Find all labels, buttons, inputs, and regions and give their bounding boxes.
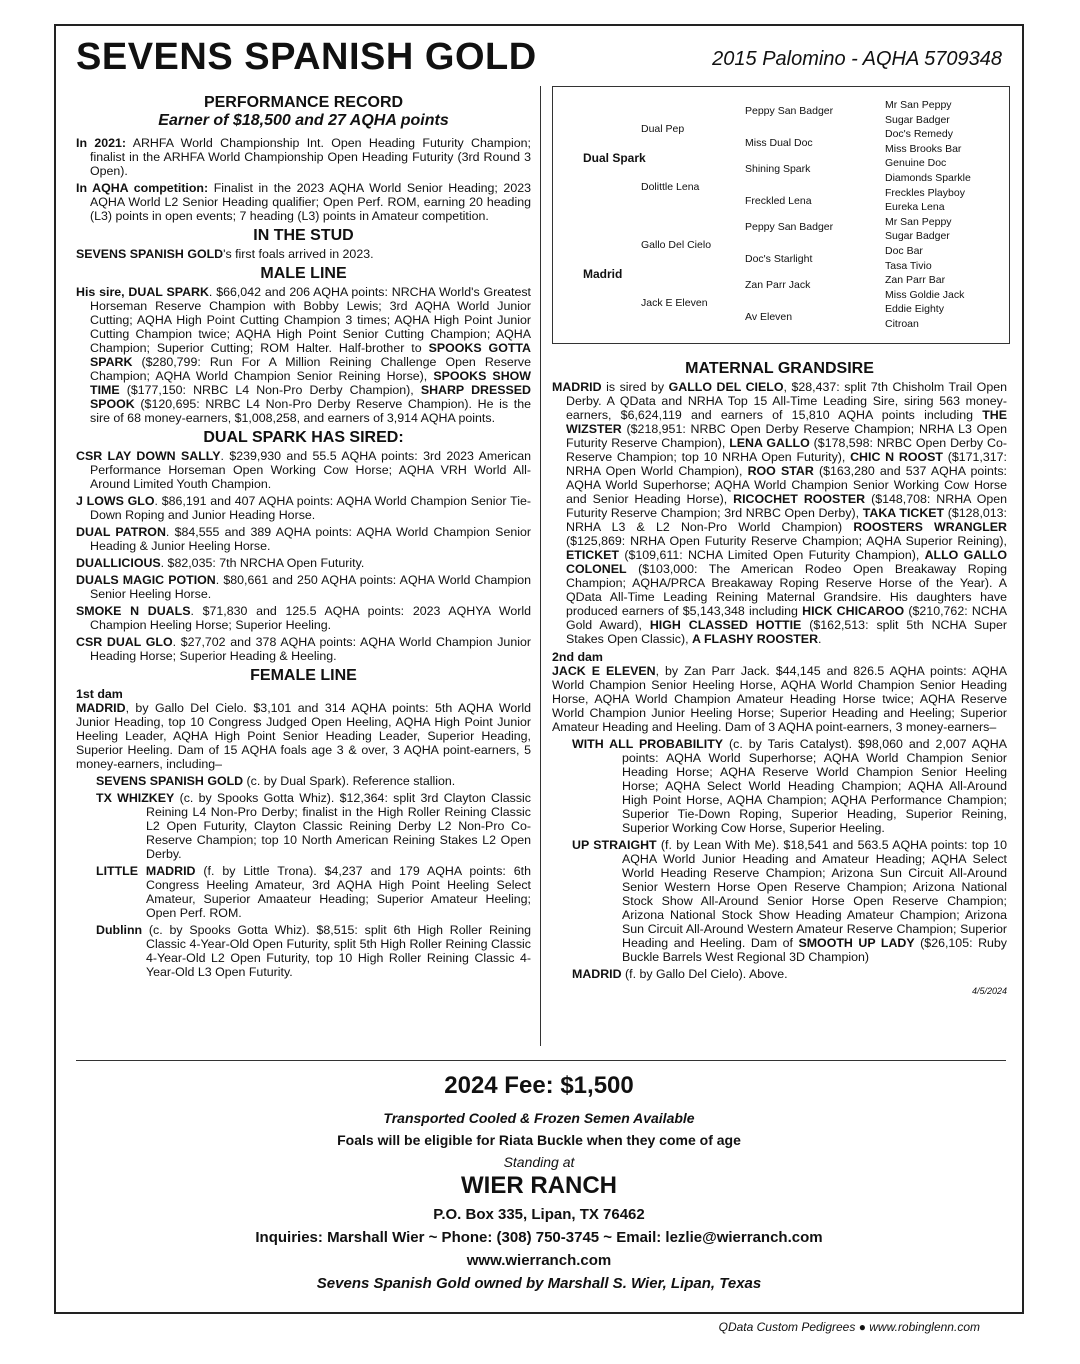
ped-g4: Miss Goldie Jack — [885, 288, 965, 301]
first-dam-label: 1st dam — [76, 687, 123, 701]
ped-g4: Doc Bar — [885, 245, 923, 257]
ped-g4: Doc's Remedy — [885, 128, 953, 141]
ped-g4: Miss Brooks Bar — [885, 142, 962, 155]
sired-heading: DUAL SPARK HAS SIRED: — [203, 429, 404, 446]
ped-g3: Freckled Lena — [745, 195, 812, 207]
ped-g4: Mr San Peppy — [885, 99, 952, 111]
footer-rule — [76, 1060, 1006, 1061]
left-column — [76, 90, 531, 982]
sired-item: DUALLICIOUS. $82,035: 7th NRCHA Open Futurity. — [76, 556, 365, 570]
male-line-text: His sire, DUAL SPARK. $66,042 and 206 AQHA points: NRCHA World's Greatest Horseman Reserve Champion with Bobby Lewis; 3rd AQHA World Junior Cutting; AQHA High Point Cutting Champion 3 times; AQHA High Point Junior Cutting Champion twice; AQHA High Point Senior Cutting Champion; AQHA Champion; Superior Cutting; ROM Halter. Half-brother to SPOOKS GOTTA SPARK ($280,799: Run For A Million Reining Challenge Open Reserve Champion; AQHA World Champion Senior Reining Horse), SPOOKS SHOW TIME ($177,150: NRBC L4 Non-Pro Derby Champion), SHARP DRESSED SPOOK ($120,695: NRBC L4 Non-Pro Derby Reserve Champion). He is the sire of 68 money-earners, $1,008,258, and earners of 3,914 AQHA points. — [76, 285, 532, 425]
produce-item: Dublinn (c. by Spooks Gotta Whiz). $8,515: split 6th High Roller Reining Classic 4-Year-Old Open Futurity, split 5th High Roller Reining Classic 4-Year-Old L2 Open Futurity, top 10 High Roller Reining Classic 4-Year-Old L3 Open Futurity. — [96, 923, 531, 979]
sired-item: DUAL PATRON. $84,555 and 389 AQHA points: AQHA World Champion Senior Heading & Junior Heeling Horse. — [76, 525, 531, 553]
ped-g4: Genuine Doc — [885, 157, 947, 170]
ped-sire: Dual Spark — [583, 151, 646, 165]
ped-dam: Madrid — [583, 267, 623, 281]
ped-g4: Sugar Badger — [885, 230, 950, 243]
produce-item: MADRID (f. by Gallo Del Cielo). Above. — [572, 967, 788, 981]
sired-item: J LOWS GLO. $86,191 and 407 AQHA points: AQHA World Champion Senior Tie-Down Roping and Junior Heading Horse. — [76, 494, 531, 522]
riata-note: Foals will be eligible for Riata Buckle when they come of age — [337, 1132, 741, 1148]
ranch-address: P.O. Box 335, Lipan, TX 76462 — [433, 1206, 645, 1223]
sired-item: SMOKE N DUALS. $71,830 and 125.5 AQHA points: 2023 AQHYA World Champion Heeling Horse; Superior Heeling. — [76, 604, 531, 632]
ped-g4: Freckles Playboy — [885, 186, 965, 199]
female-line-heading: FEMALE LINE — [250, 667, 357, 684]
semen-note: Transported Cooled & Frozen Semen Available — [383, 1110, 695, 1126]
performance-heading: PERFORMANCE RECORD — [203, 94, 404, 111]
maternal-text: MADRID is sired by GALLO DEL CIELO, $28,437: split 7th Chisholm Trail Open Derby. A QData and NRHA Top 15 All-Time Leading Sire, siring 563 money-earners, $6,624,119 and earners of 15,810 AQHA points including THE WIZSTER ($218,951: NRBC Open Derby Reserve Champion; NRHA L3 Open Futurity Reserve Champion), LENA GALLO ($178,598: NRBC Open Derby Co-Reserve Champion; top 10 NRHA Open Futurity), CHIC N ROOST ($171,317: NRHA Open World Champion), ROO STAR ($163,280 and 537 AQHA points: AQHA World Superhorse; AQHA World Champion Senior Working Cow Horse and Senior Heading Horse), RICOCHET ROOSTER ($148,708: NRHA Open Futurity Reserve Champion; 3rd NRBC Open Derby), TAKA TICKET ($128,013: NRHA L3 & L2 Non-Pro World Champion) ROOSTERS WRANGLER ($125,869: NRHA Open Futurity Reserve Champion; AQHA Superior Reining), ETICKET ($109,611: NCHA Limited Open Futurity Champion), ALLO GALLO COLONEL ($103,000: The American Rodeo Open Breakaway Roping Champion; AQHA/PRCA Breakaway Roping Reserve Horse of the Year). A QData All-Time Leading Reining Maternal Grandsire. His daughters have produced earners of $5,143,348 including HICK CHICAROO ($210,762: NCHA Gold Award), HIGH CLASSED HOTTIE ($162,513: split 5th NCHA Super Stakes Open Classic), A FLASHY ROOSTER. — [552, 380, 1008, 646]
stud-fee: 2024 Fee: $1,500 — [444, 1072, 634, 1099]
produce-item: TX WHIZKEY (c. by Spooks Gotta Whiz). $12,364: split 3rd Clayton Classic Reining L4 Non-Pro Derby; finalist in the High Roller Reining Classic L2 Open Futurity, Clayton Classic Reining Derby L2 Non-Pro Co-Reserve Champion; top 10 North American Reining Stakes L2 Open Derby. — [96, 791, 531, 861]
ped-g2: Dolittle Lena — [641, 181, 700, 193]
sired-item: CSR DUAL GLO. $27,702 and 378 AQHA points: AQHA World Champion Junior Heading Horse; Superior Heading & Heeling. — [76, 635, 531, 663]
ped-g4: Eureka Lena — [885, 201, 945, 214]
horse-name-title: SEVENS SPANISH GOLD — [76, 36, 537, 78]
pedigree-chart — [552, 86, 1010, 344]
ped-g4: Eddie Eighty — [885, 303, 944, 316]
standing-label: Standing at — [503, 1154, 575, 1170]
footer — [56, 1072, 1022, 1298]
ped-g4: Sugar Badger — [885, 113, 950, 126]
stud-heading: IN THE STUD — [253, 227, 354, 244]
ped-g4: Zan Parr Bar — [885, 274, 946, 287]
produce-item: LITTLE MADRID (f. by Little Trona). $4,237 and 179 AQHA points: 6th Congress Heeling Amateur, 3rd AQHA High Point Heeling Select Amateur, Superior Amaateur Heading; Superior Amateur Heeling; Open Perf. ROM. — [96, 864, 531, 920]
produce-item: WITH ALL PROBABILITY (c. by Taris Catalyst). $98,060 and 2,007 AQHA points: AQHA World Superhorse; AQHA World Champion Senior Heading Horse; AQHA Reserve World Champion Senior Heeling Horse; AQHA Select World Heading Champion; AQHA All-Around High Point Horse, AQHA Champion; AQHA Performance Champion; Superior Tie-Down Roping, Superior Heading, Superior Reining, Superior Working Cow Horse, Superior Heeling. — [572, 737, 1007, 835]
ped-g3: Peppy San Badger — [745, 105, 834, 117]
ped-g3: Peppy San Badger — [745, 221, 834, 233]
credit-line: QData Custom Pedigrees ● www.robinglenn.com — [718, 1320, 980, 1334]
owner-line: Sevens Spanish Gold owned by Marshall S. Wier, Lipan, Texas — [316, 1275, 762, 1292]
ped-g3: Av Eleven — [745, 311, 793, 323]
sired-item: CSR LAY DOWN SALLY. $239,930 and 55.5 AQHA points: 3rd 2023 American Performance Horseman Open Working Cow Horse; AQHA VRH World All-Around Limited Youth Champion. — [76, 449, 531, 491]
ped-g2: Jack E Eleven — [641, 297, 708, 309]
website-link[interactable]: www.wierranch.com — [466, 1252, 612, 1269]
ped-g2: Dual Pep — [641, 123, 685, 135]
first-dam-text: MADRID, by Gallo Del Cielo. $3,101 and 314 AQHA points: 5th AQHA World Junior Heading, top 10 Congress Judged Open Heeling, AQHA High Point Junior Heeling Leader, AQHA High Point Senior Heading Leader, Superior Heading, Superior Heeling. Dam of 15 AQHA foals age 3 & over, 3 AQHA point-earners, 5 money-earners, including– — [76, 701, 531, 771]
inquiries-line: Inquiries: Marshall Wier ~ Phone: (308) 750-3745 ~ Email: lezlie@wierranch.com — [255, 1229, 823, 1246]
ped-g4: Diamonds Sparkle — [885, 172, 971, 184]
dam2-produce-list — [552, 737, 1007, 981]
ped-g3: Doc's Starlight — [745, 253, 813, 265]
sired-list — [76, 449, 531, 663]
second-dam-label: 2nd dam — [552, 650, 603, 664]
sired-item: DUALS MAGIC POTION. $80,661 and 250 AQHA points: AQHA World Champion Senior Heeling Horse. — [76, 573, 531, 601]
earner-line: Earner of $18,500 and 27 AQHA points — [158, 112, 449, 129]
stud-text: SEVENS SPANISH GOLD's first foals arrived in 2023. — [76, 247, 374, 261]
ped-g3: Miss Dual Doc — [745, 137, 813, 149]
ped-g4: Tasa Tivio — [885, 259, 932, 272]
ped-g4: Mr San Peppy — [885, 215, 952, 228]
second-dam-text: JACK E ELEVEN, by Zan Parr Jack. $44,145 and 826.5 AQHA points: AQHA World Champion Senior Heeling Horse, AQHA World Champion Senior Heading Horse, AQHA World Champion Amateur Heading Horse twice; AQHA Reserve World Champion Junior Heeling Horse; Superior Heading and Heeling; Superior Amateur Heading and Heeling. Dam of 3 AQHA point-earners, 3 money-earners– — [552, 664, 1007, 734]
perf-aqha: In AQHA competition: Finalist in the 2023 AQHA World Senior Heading; 2023 AQHA World L2 Senior Heading qualifier; Open Perf. ROM, earning 20 heading (L3) points in open events; 7 heading (L3) points in Amateur competition. — [76, 181, 531, 223]
column-divider — [540, 86, 541, 1046]
dam1-produce-list — [76, 774, 531, 979]
male-line-heading: MALE LINE — [260, 265, 347, 282]
ped-g4: Citroan — [885, 318, 919, 330]
page-frame — [54, 24, 1024, 1314]
produce-item: UP STRAIGHT (f. by Lean With Me). $18,541 and 563.5 AQHA points: top 10 AQHA World Junior Heading and Amateur Heading; AQHA Select World Heading Reserve Champion; Arizona Sun Circuit All-Around Senior Western Horse Open Reserve Champion; Arizona National Stock Show All-Around Senior Horse Open Reserve Champion; Arizona National Stock Show Heading Amateur Champion; Arizona Sun Circuit All-Around Western Amateur Reserve Champion; Superior Heading and Heeling. Dam of SMOOTH UP LADY ($26,105: Ruby Buckle Barrels West Regional 3D Champion) — [572, 838, 1007, 964]
ped-g3: Zan Parr Jack — [745, 279, 811, 291]
perf-2021: In 2021: ARHFA World Championship Int. Open Heading Futurity Champion; finalist in the ARHFA World Championship Open Heading Futurity (3rd Round 3 Open). — [76, 136, 531, 178]
right-column — [552, 356, 1007, 998]
ped-g3: Shining Spark — [745, 163, 811, 175]
ranch-name: WIER RANCH — [461, 1172, 617, 1199]
print-date: 4/5/2024 — [971, 986, 1007, 996]
horse-subtitle: 2015 Palomino - AQHA 5709348 — [712, 48, 1002, 70]
maternal-heading: MATERNAL GRANDSIRE — [685, 360, 874, 377]
produce-item: SEVENS SPANISH GOLD (c. by Dual Spark). Reference stallion. — [96, 774, 456, 788]
ped-g2: Gallo Del Cielo — [641, 239, 712, 251]
